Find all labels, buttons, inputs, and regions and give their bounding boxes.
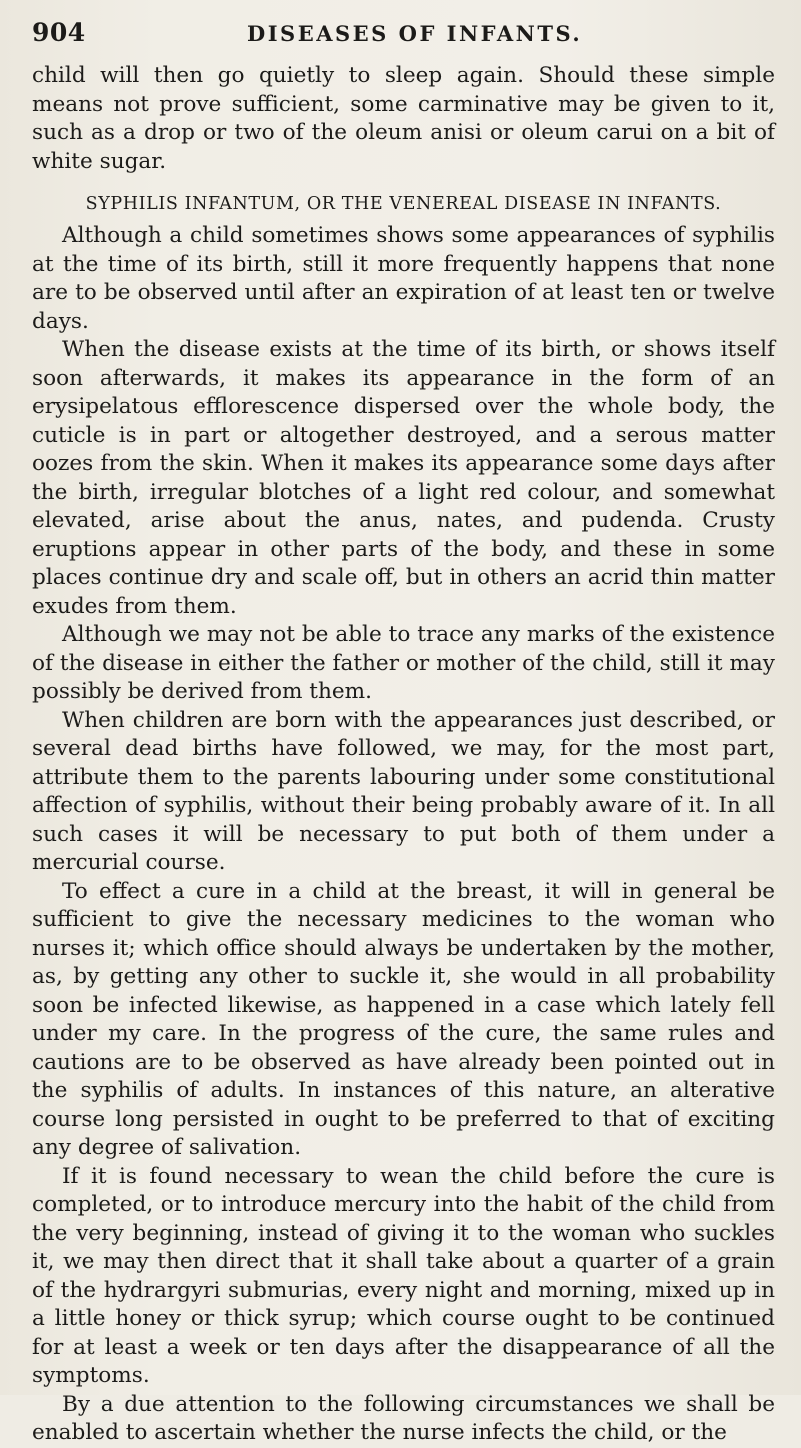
body-text — [32, 62, 775, 1448]
running-head — [32, 18, 775, 62]
paragraph-continuation: child will then go quietly to sleep again. Should these simple means not prove sufficient, some carminative may be given to it, such as a drop or two of the oleum anisi or oleum carui on a bit of white sugar. — [32, 63, 775, 174]
paragraph: Although we may not be able to trace any marks of the existence of the disease in either the father or mother of the child, still it may possibly be derived from them. — [32, 622, 775, 704]
paragraph: When the disease exists at the time of its birth, or shows itself soon afterwards, it makes its appearance in the form of an erysipelatous efflorescence dispersed over the whole body, the cuticle is in part or altogether destroyed, and a serous matter oozes from the skin. When it makes its appearance some days after the birth, irregular blotches of a light red colour, and somewhat elevated, arise about the anus, nates, and pudenda. Crusty eruptions appear in other parts of the body, and these in some places continue dry and scale off, but in others an acrid thin matter exudes from them. — [32, 337, 775, 619]
page-number: 904 — [32, 18, 86, 47]
paragraph: By a due attention to the following circumstances we shall be enabled to ascertain whether the nurse infects the child, or the — [32, 1391, 775, 1445]
section-heading: SYPHILIS INFANTUM, OR THE VENEREAL DISEASE IN INFANTS. — [85, 194, 722, 214]
paragraph: When children are born with the appearances just described, or several dead births have followed, we may, for the most part, attribute them to the parents labouring under some constitutional affection of syphilis, without their being probably aware of it. In all such cases it will be necessary to put both of them under a mercurial course. — [32, 707, 775, 875]
paragraph: If it is found necessary to wean the child before the cure is completed, or to introduce mercury into the habit of the child from the very beginning, instead of giving it to the woman who suckles it, we may then direct that it shall take about a quarter of a grain of the hydrargyri submurias, every night and morning, mixed up in a little honey or thick syrup; which course ought to be continued for at least a week or ten days after the disappearance of all the symptoms. — [32, 1163, 775, 1388]
paragraph: To effect a cure in a child at the breast, it will in general be sufficient to give the necessary medicines to the woman who nurses it; which office should always be undertaken by the mother, as, by getting any other to suckle it, she would in all probability soon be infected likewise, as happened in a case which lately fell under my care. In the progress of the cure, the same rules and cautions are to be observed as have already been pointed out in the syphilis of adults. In instances of this nature, an alterative course long persisted in ought to be preferred to that of exciting any degree of salivation. — [32, 878, 775, 1160]
running-title: DISEASES OF INFANTS. — [247, 21, 583, 46]
paragraph: Although a child sometimes shows some appearances of syphilis at the time of its birth, still it more frequently happens that none are to be observed until after an expiration of at least ten or twelve days. — [32, 223, 775, 334]
